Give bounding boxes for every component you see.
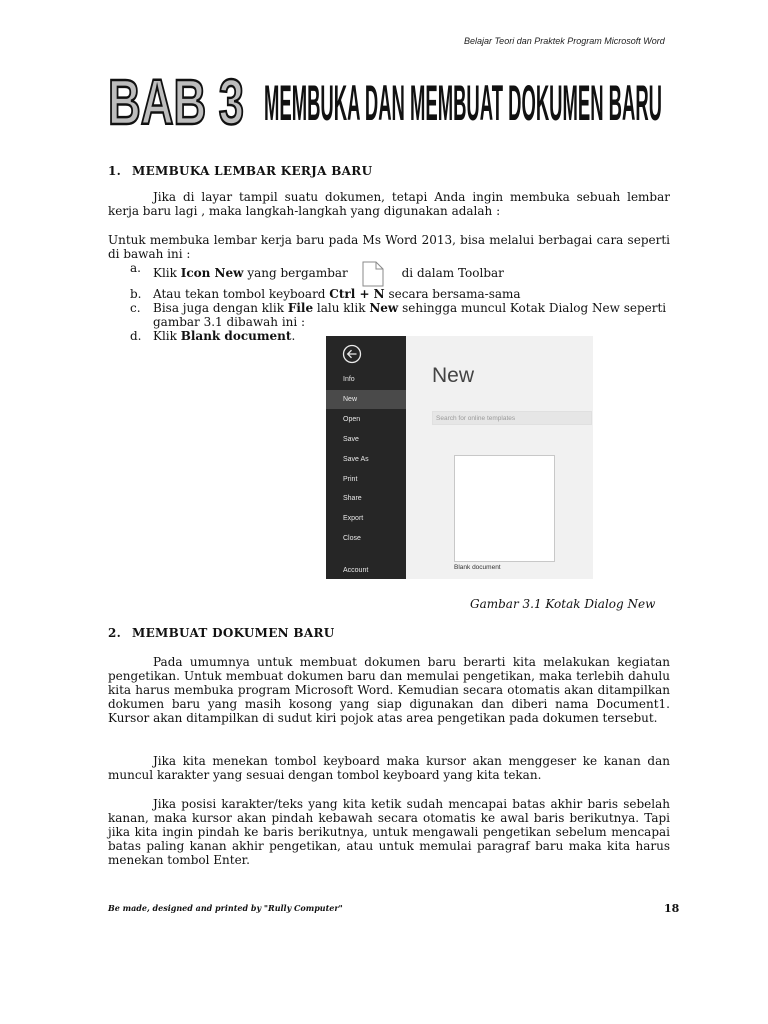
chapter-title (106, 62, 666, 138)
paragraph: Untuk membuka lembar kerja baru pada Ms Word 2013, bisa melalui berbagai cara seperti di bawah ini : (108, 233, 670, 261)
page-number: 18 (664, 902, 680, 915)
step-text: secara bersama-sama (384, 287, 521, 301)
new-document-icon (362, 261, 384, 287)
menu-item-save[interactable]: Save (343, 436, 359, 443)
running-header: Belajar Teori dan Praktek Program Microsoft Word (464, 36, 665, 46)
step-text: Klik (153, 329, 181, 343)
paragraph: Jika kita menekan tombol keyboard maka kursor akan menggeser ke kanan dan muncul karakter yang sesuai dengan tombol keyboard yang kita tekan. (108, 754, 670, 782)
section-title: MEMBUAT DOKUMEN BARU (132, 626, 335, 640)
step-text: yang bergambar (243, 266, 348, 280)
step-keyword: New (369, 301, 399, 315)
menu-item-print[interactable]: Print (343, 476, 358, 483)
step-text: lalu klik (313, 301, 370, 315)
menu-item-account[interactable]: Account (343, 567, 369, 574)
chapter-heading: MEMBUKA DAN MEMBUAT DOKUMEN BARU (264, 75, 662, 131)
section-heading-1 (108, 164, 372, 178)
step-text: Klik (153, 266, 181, 280)
dialog-title: New (432, 364, 475, 387)
menu-item-close[interactable]: Close (343, 535, 361, 542)
step-text: Atau tekan tombol keyboard (153, 287, 330, 301)
new-dialog-screenshot (326, 336, 593, 579)
list-marker: a. (130, 261, 141, 275)
section-number: 2. (108, 626, 122, 640)
menu-item-open[interactable]: Open (343, 416, 361, 423)
list-item (108, 301, 670, 329)
list-marker: b. (130, 287, 142, 301)
section-title: MEMBUKA LEMBAR KERJA BARU (132, 164, 373, 178)
paragraph: Jika di layar tampil suatu dokumen, tetapi Anda ingin membuka sebuah lembar kerja baru lagi , maka langkah-langkah yang digunakan adalah : (108, 190, 670, 218)
step-keyword: Blank document (180, 329, 292, 343)
paragraph: Pada umumnya untuk membuat dokumen baru berarti kita melakukan kegiatan pengetikan. Untuk membuat dokumen baru dan memulai pengetikan, maka terlebih dahulu kita harus membuka program Microsoft Word. Kemudian secara otomatis akan ditampilkan dokumen baru yang masih kosong yang siap digunakan dan diberi nama Document1. Kursor akan ditampilkan di sudut kiri pojok atas area pengetikan pada dokumen tersebut. (108, 655, 670, 725)
blank-document-label: Blank document (454, 564, 501, 571)
chapter-label: BAB 3 (108, 66, 244, 138)
backstage-sidebar (326, 336, 406, 579)
footer-credit: Be made, designed and printed by "Rully Computer" (108, 903, 343, 913)
template-search-input[interactable]: Search for online templates (432, 411, 592, 425)
step-keyword: Icon New (180, 266, 244, 280)
step-text: sehingga muncul Kotak Dialog New seperti gambar 3.1 dibawah ini : (153, 301, 667, 329)
back-arrow-icon (342, 344, 362, 364)
list-marker: c. (130, 301, 141, 315)
step-keyword: File (287, 301, 314, 315)
step-keyword: Ctrl + N (329, 287, 385, 301)
menu-item-info[interactable]: Info (343, 376, 355, 383)
menu-item-new[interactable]: New (326, 390, 406, 409)
menu-item-export[interactable]: Export (343, 515, 364, 522)
blank-document-thumbnail[interactable] (454, 455, 555, 562)
paragraph: Jika posisi karakter/teks yang kita ketik sudah mencapai batas akhir baris sebelah kanan, maka kursor akan pindah kebawah secara otomatis ke awal baris berikutnya. Tapi jika kita ingin pindah ke baris berikutnya, untuk mengawali pengetikan sebelum mencapai batas paling kanan akhir pengetikan, atau untuk memulai paragraf baru maka kita harus menekan tombol Enter. (108, 797, 670, 867)
figure-caption: Gambar 3.1 Kotak Dialog New (470, 597, 656, 611)
list-marker: d. (130, 329, 142, 343)
list-item (108, 287, 670, 301)
step-text: Bisa juga dengan klik (153, 301, 288, 315)
section-number: 1. (108, 164, 122, 178)
steps-list (108, 261, 670, 343)
menu-item-share[interactable]: Share (343, 495, 362, 502)
step-text: di dalam Toolbar (401, 266, 504, 280)
section-heading-2 (108, 626, 335, 640)
step-text: . (291, 329, 296, 343)
list-item (108, 261, 670, 287)
menu-item-save-as[interactable]: Save As (343, 456, 369, 463)
